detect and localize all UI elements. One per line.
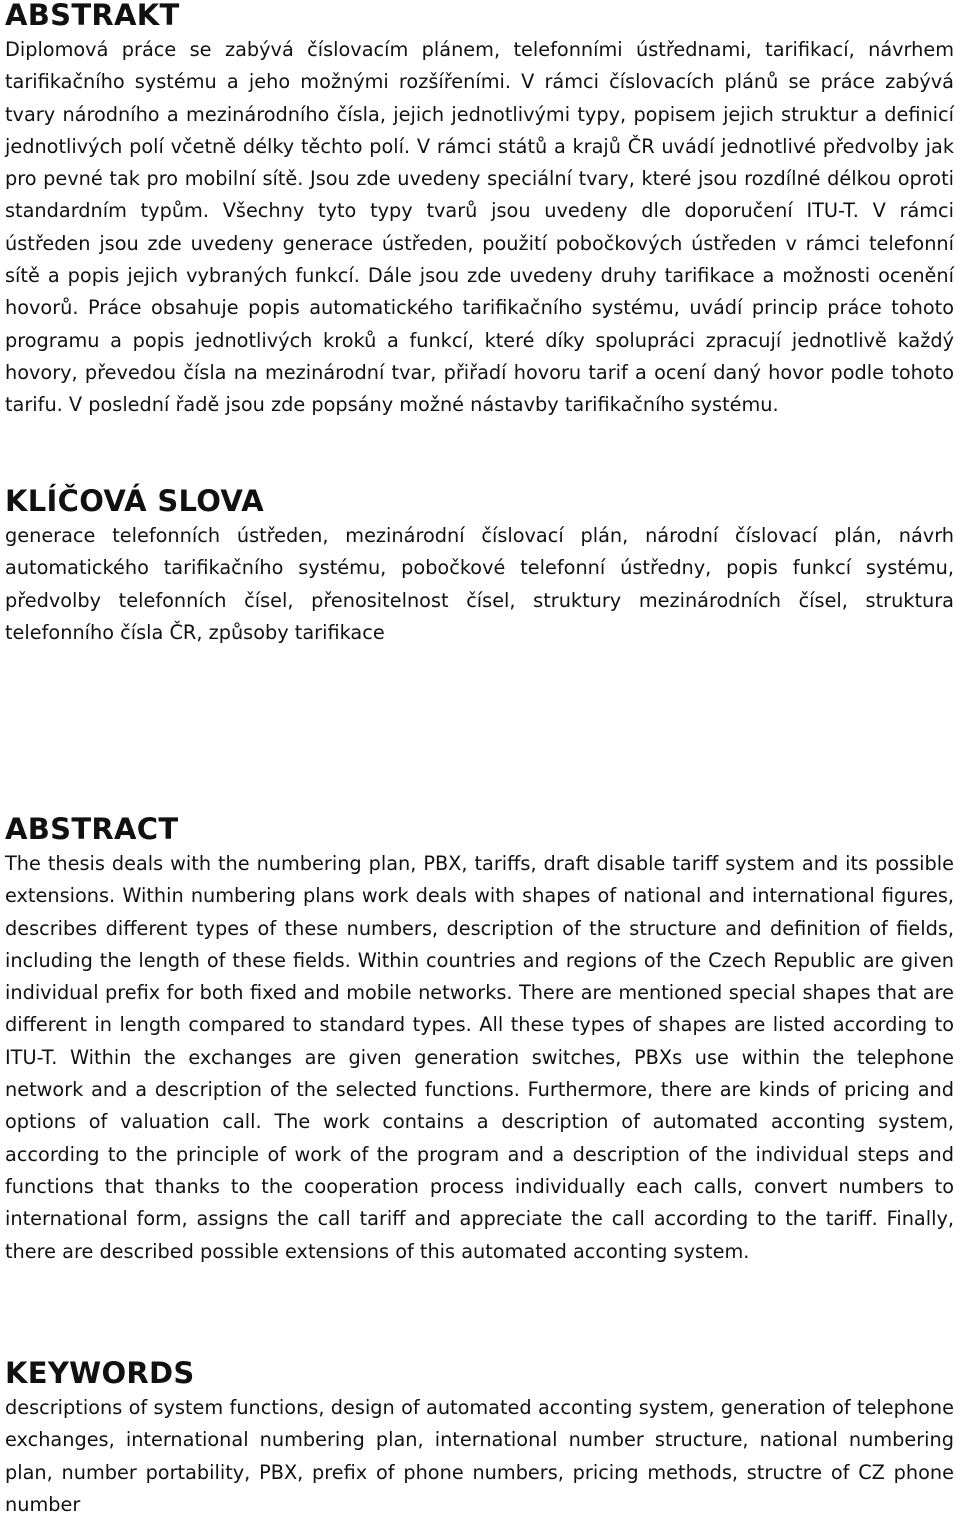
keywords-text: descriptions of system functions, design of automated acconting system, generation of telephone exchanges, international numbering plan, international number structure, national numbering plan, number portability, PBX, prefix of phone numbers, pricing methods, structre of CZ phone number xyxy=(5,1396,954,1516)
abstract-heading: ABSTRACT xyxy=(5,812,179,846)
keywords-heading: KEYWORDS xyxy=(5,1356,195,1390)
keywords-section xyxy=(5,1358,954,1521)
klicova-slova-section xyxy=(5,486,954,649)
abstrakt-section xyxy=(5,0,954,422)
abstract-text: The thesis deals with the numbering plan, PBX, tariffs, draft disable tariff system and its possible extensions. Within numbering plans work deals with shapes of national and international figures, describes different types of these numbers, description of the structure and definition of fields, including the length of these fields. Within countries and regions of the Czech Republic are given individual prefix for both fixed and mobile networks. There are mentioned special shapes that are different in length compared to standard types. All these types of shapes are listed according to ITU-T. Within the exchanges are given generation switches, PBXs use within the telephone network and a description of the selected functions. Furthermore, there are kinds of pricing and options of valuation call. The work contains a description of automated acconting system, according to the principle of work of the program and a description of the individual steps and functions that thanks to the cooperation process individually each calls, convert numbers to international form, assigns the call tariff and appreciate the call according to the tariff. Finally, there are described possible extensions of this automated acconting system. xyxy=(5,852,954,1263)
abstrakt-heading: ABSTRAKT xyxy=(5,0,180,32)
klicova-slova-text: generace telefonních ústředen, mezinárodní číslovací plán, národní číslovací plán, návrh automatického tarifikačního systému, pobočkové telefonní ústředny, popis funkcí systému, předvolby telefonních čísel, přenositelnost čísel, struktury mezinárodních čísel, struktura telefonního čísla ČR, způsoby tarifikace xyxy=(5,524,954,644)
abstrakt-text: Diplomová práce se zabývá číslovacím plánem, telefonními ústřednami, tarifikací, návrhem tarifikačního systému a jeho možnými rozšířeními. V rámci číslovacích plánů se práce zabývá tvary národního a mezinárodního čísla, jejich jednotlivými typy, popisem jejich struktur a definicí jednotlivých polí včetně délky těchto polí. V rámci států a krajů ČR uvádí jednotlivé předvolby jak pro pevné tak pro mobilní sítě. Jsou zde uvedeny speciální tvary, které jsou rozdílné délkou oproti standardním typům. Všechny tyto typy tvarů jsou uvedeny dle doporučení ITU-T. V rámci ústředen jsou zde uvedeny generace ústředen, použití pobočkových ústředen v rámci telefonní sítě a popis jejich vybraných funkcí. Dále jsou zde uvedeny druhy tarifikace a možnosti ocenění hovorů. Práce obsahuje popis automatického tarifikačního systému, uvádí princip práce tohoto programu a popis jednotlivých kroků a funkcí, které díky spolupráci zpracují jednotlivě každý hovory, převedou čísla na mezinárodní tvar, přiřadí hovoru tarif a ocení daný hovor podle tohoto tarifu. V poslední řadě jsou zde popsány možné nástavby tarifikačního systému. xyxy=(5,38,954,417)
klicova-slova-heading: KLÍČOVÁ SLOVA xyxy=(5,484,264,518)
abstract-section xyxy=(5,814,954,1268)
